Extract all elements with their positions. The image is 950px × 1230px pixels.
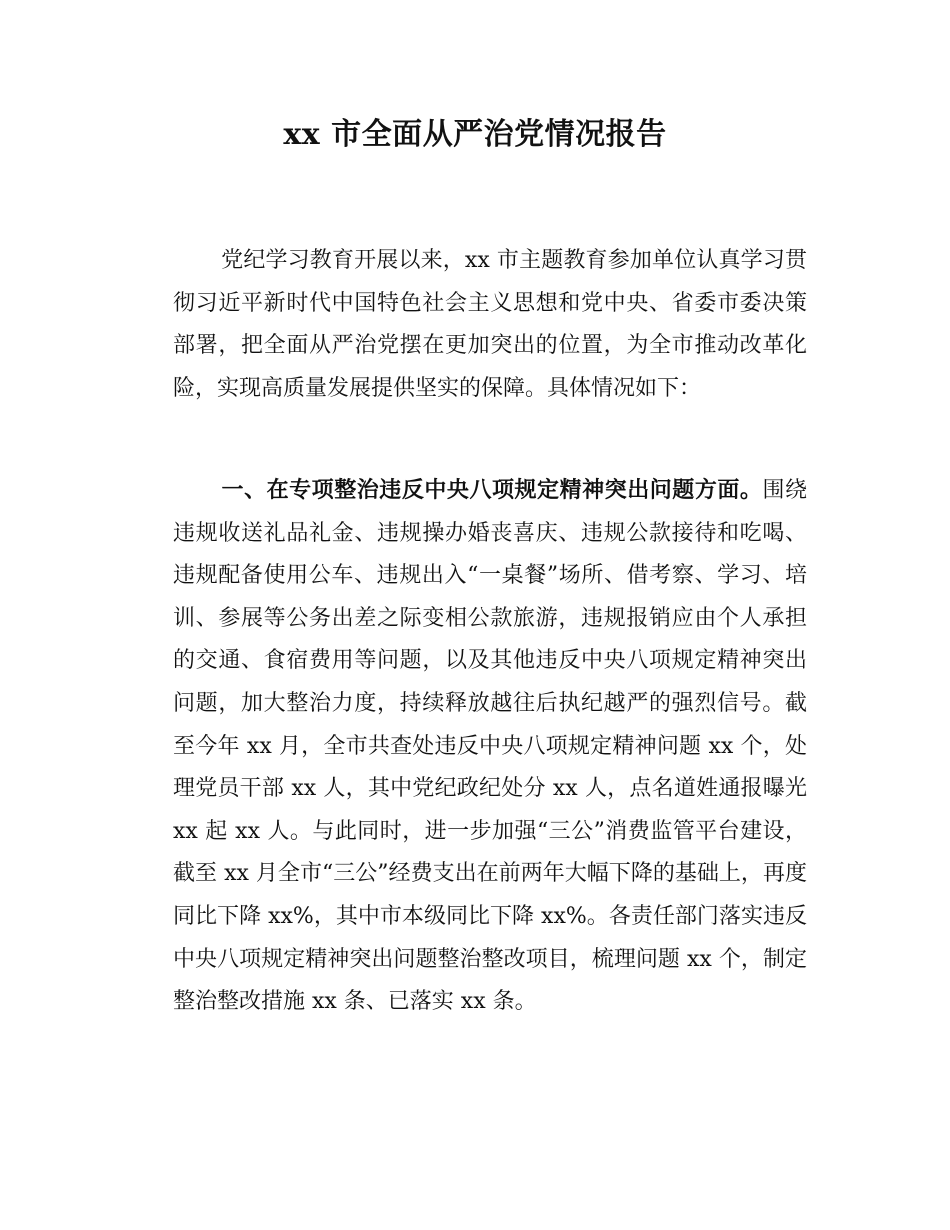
section-one-paragraph [173, 470, 807, 1024]
section-one-heading: 一、在专项整治违反中央八项规定精神突出问题方面。 [221, 478, 763, 503]
intro-paragraph [173, 240, 807, 410]
section-one-body: 围绕违规收送礼品礼金、违规操办婚丧喜庆、违规公款接待和吃喝、违规配备使用公车、违规出入“一桌餐”场所、借考察、学习、培训、参展等公务出差之际变相公款旅游，违规报销应由个人承担的交通、食宿费用等问题，以及其他违反中央八项规定精神突出问题，加大整治力度，持续释放越往后执纪越严的强烈信号。截至今年 xx 月，全市共查处违反中央八项规定精神问题 xx 个，处理党员干部 xx 人，其中党纪政纪处分 xx 人，点名道姓通报曝光 xx 起 xx 人。与此同时，进一步加强“三公”消费监管平台建设，截至 xx 月全市“三公”经费支出在前两年大幅下降的基础上，再度同比下降 xx%，其中市本级同比下降 xx%。各责任部门落实违反中央八项规定精神突出问题整治整改项目，梳理问题 xx 个，制定整治整改措施 xx 条、已落实 xx 条。 [173, 478, 807, 1015]
intro-paragraph-text: 党纪学习教育开展以来，xx 市主题教育参加单位认真学习贯彻习近平新时代中国特色社会主义思想和党中央、省委市委决策部署，把全面从严治党摆在更加突出的位置，为全市推动改革化险，实现高质量发展提供坚实的保障。具体情况如下： [173, 248, 807, 401]
document-title: xx 市全面从严治党情况报告 [283, 117, 667, 152]
